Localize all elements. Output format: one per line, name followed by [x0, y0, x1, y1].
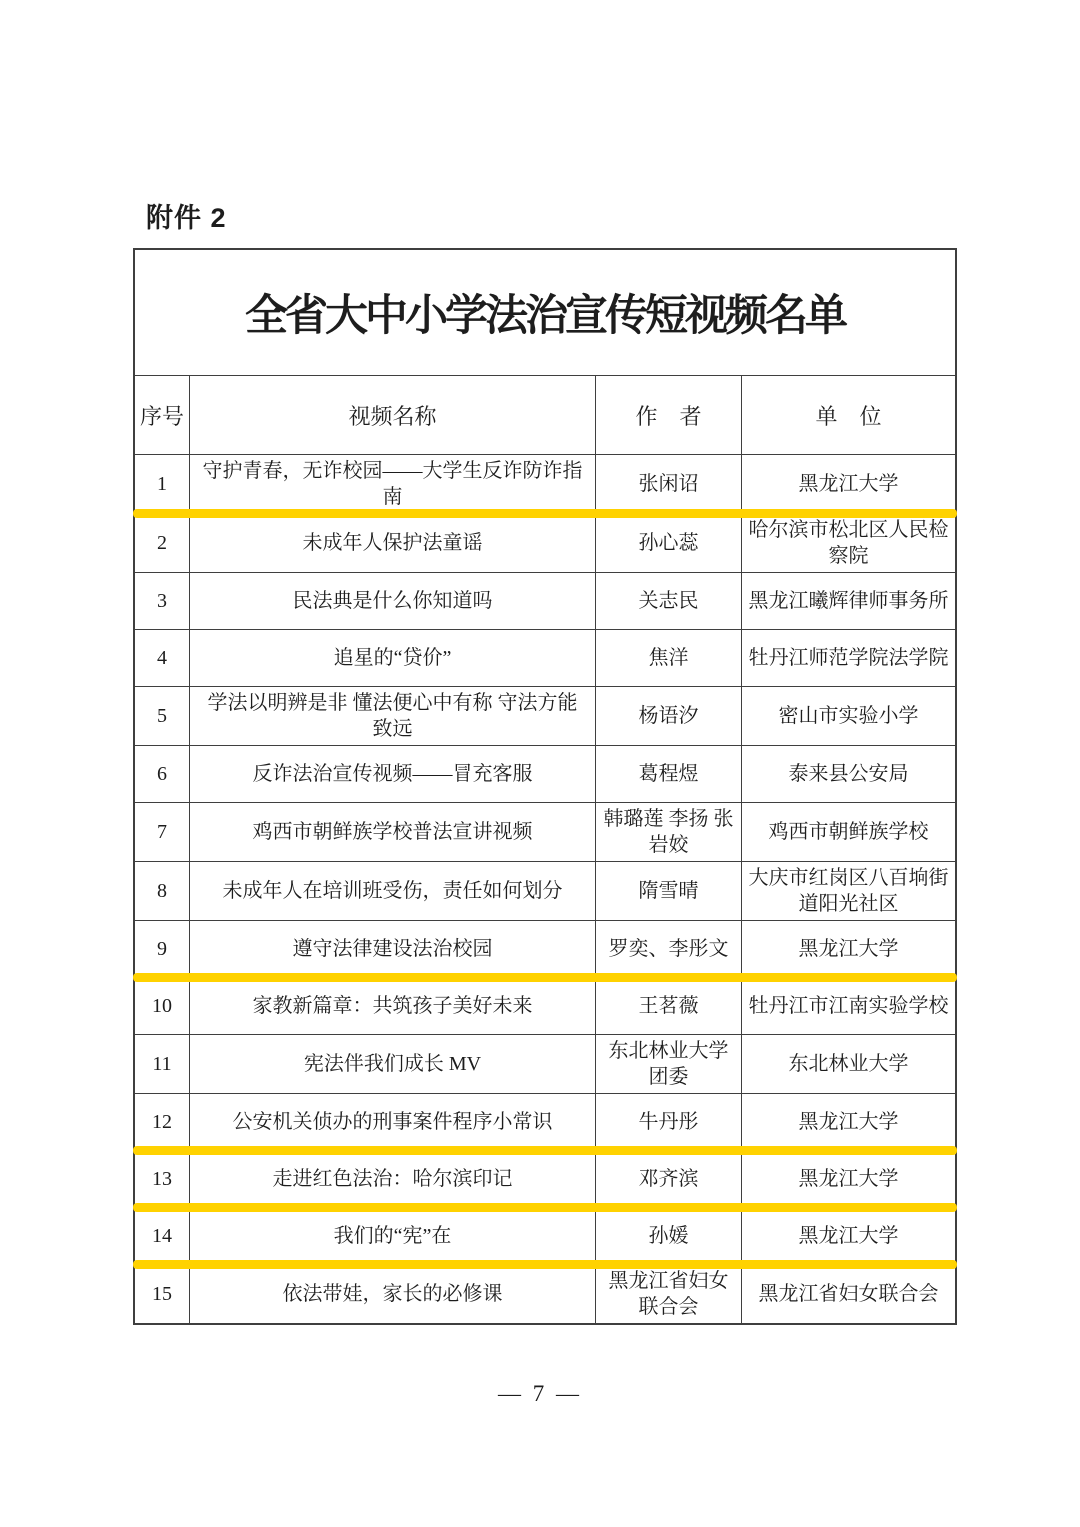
- table-row: [135, 977, 955, 1034]
- cell-author: 孙心蕊: [595, 514, 741, 572]
- cell-unit: 哈尔滨市松北区人民检察院: [741, 514, 955, 572]
- table-row: [135, 1264, 955, 1323]
- table-row: [135, 572, 955, 629]
- cell-video-name: 追星的“贷价”: [189, 630, 595, 686]
- cell-unit: 泰来县公安局: [741, 746, 955, 802]
- cell-no: 2: [157, 532, 167, 554]
- cell-author: 邓齐滨: [595, 1151, 741, 1207]
- cell-unit: 黑龙江省妇女联合会: [741, 1265, 955, 1323]
- cell-video-name: 未成年人在培训班受伤，责任如何划分: [189, 862, 595, 920]
- table-row: [135, 745, 955, 802]
- table-title: 全省大中小学法治宣传短视频名单: [245, 293, 845, 340]
- table-row: [135, 1034, 955, 1093]
- cell-no: 10: [152, 995, 172, 1017]
- cell-no: 9: [157, 938, 167, 960]
- cell-no: 7: [157, 821, 167, 843]
- cell-unit: 密山市实验小学: [741, 687, 955, 745]
- cell-video-name: 学法以明辨是非 懂法便心中有称 守法方能致远: [189, 687, 595, 745]
- cell-video-name: 我们的“宪”在: [189, 1208, 595, 1264]
- cell-author: 关志民: [595, 573, 741, 629]
- cell-video-name: 守护青春，无诈校园——大学生反诈防诈指南: [189, 455, 595, 513]
- cell-video-name: 走进红色法治：哈尔滨印记: [189, 1151, 595, 1207]
- cell-no: 1: [157, 473, 167, 495]
- cell-video-name: 反诈法治宣传视频——冒充客服: [189, 746, 595, 802]
- table-row: [135, 1207, 955, 1264]
- cell-unit: 黑龙江大学: [741, 1094, 955, 1150]
- table-row: [135, 1150, 955, 1207]
- cell-unit: 大庆市红岗区八百垧街道阳光社区: [741, 862, 955, 920]
- cell-no: 8: [157, 880, 167, 902]
- cell-no: 6: [157, 763, 167, 785]
- cell-unit: 黑龙江曦辉律师事务所: [741, 573, 955, 629]
- cell-unit: 黑龙江大学: [741, 1151, 955, 1207]
- column-header-video-name: 视频名称: [189, 376, 595, 454]
- table-row: [135, 686, 955, 745]
- cell-author: 韩璐莲 李扬 张岩姣: [595, 803, 741, 861]
- cell-unit: 东北林业大学: [741, 1035, 955, 1093]
- column-header-no: 序号: [139, 403, 184, 429]
- column-header-unit: 单 位: [741, 376, 955, 454]
- table-header-row: [135, 375, 955, 454]
- cell-video-name: 宪法伴我们成长 MV: [189, 1035, 595, 1093]
- cell-author: 隋雪晴: [595, 862, 741, 920]
- cell-no: 11: [152, 1053, 172, 1075]
- cell-video-name: 公安机关侦办的刑事案件程序小常识: [189, 1094, 595, 1150]
- cell-video-name: 未成年人保护法童谣: [189, 514, 595, 572]
- cell-author: 焦洋: [595, 630, 741, 686]
- cell-author: 黑龙江省妇女联合会: [595, 1265, 741, 1323]
- column-header-author: 作 者: [595, 376, 741, 454]
- cell-author: 牛丹彤: [595, 1094, 741, 1150]
- video-list-table: [133, 248, 957, 1325]
- cell-author: 葛程煜: [595, 746, 741, 802]
- table-title-row: [135, 250, 955, 375]
- table-row: [135, 513, 955, 572]
- cell-unit: 牡丹江师范学院法学院: [741, 630, 955, 686]
- cell-no: 4: [157, 647, 167, 669]
- page-number: — 7 —: [498, 1381, 582, 1406]
- cell-no: 15: [152, 1283, 172, 1305]
- cell-video-name: 依法带娃，家长的必修课: [189, 1265, 595, 1323]
- cell-unit: 鸡西市朝鲜族学校: [741, 803, 955, 861]
- cell-no: 5: [157, 705, 167, 727]
- table-row: [135, 861, 955, 920]
- cell-video-name: 民法典是什么你知道吗: [189, 573, 595, 629]
- cell-author: 杨语汐: [595, 687, 741, 745]
- table-body: [135, 454, 955, 1323]
- table-row: [135, 920, 955, 977]
- table-row: [135, 629, 955, 686]
- cell-video-name: 遵守法律建设法治校园: [189, 921, 595, 977]
- cell-author: 张闲诏: [595, 455, 741, 513]
- cell-unit: 黑龙江大学: [741, 455, 955, 513]
- cell-video-name: 鸡西市朝鲜族学校普法宣讲视频: [189, 803, 595, 861]
- table-row: [135, 454, 955, 513]
- cell-no: 3: [157, 590, 167, 612]
- cell-unit: 牡丹江市江南实验学校: [741, 978, 955, 1034]
- cell-author: 东北林业大学团委: [595, 1035, 741, 1093]
- cell-author: 罗奕、李彤文: [595, 921, 741, 977]
- cell-no: 13: [152, 1168, 172, 1190]
- table-row: [135, 802, 955, 861]
- cell-unit: 黑龙江大学: [741, 1208, 955, 1264]
- table-row: [135, 1093, 955, 1150]
- cell-author: 孙媛: [595, 1208, 741, 1264]
- cell-author: 王茗薇: [595, 978, 741, 1034]
- cell-video-name: 家教新篇章：共筑孩子美好未来: [189, 978, 595, 1034]
- cell-unit: 黑龙江大学: [741, 921, 955, 977]
- cell-no: 14: [152, 1225, 172, 1247]
- attachment-label: 附件 2: [146, 203, 227, 233]
- cell-no: 12: [152, 1111, 172, 1133]
